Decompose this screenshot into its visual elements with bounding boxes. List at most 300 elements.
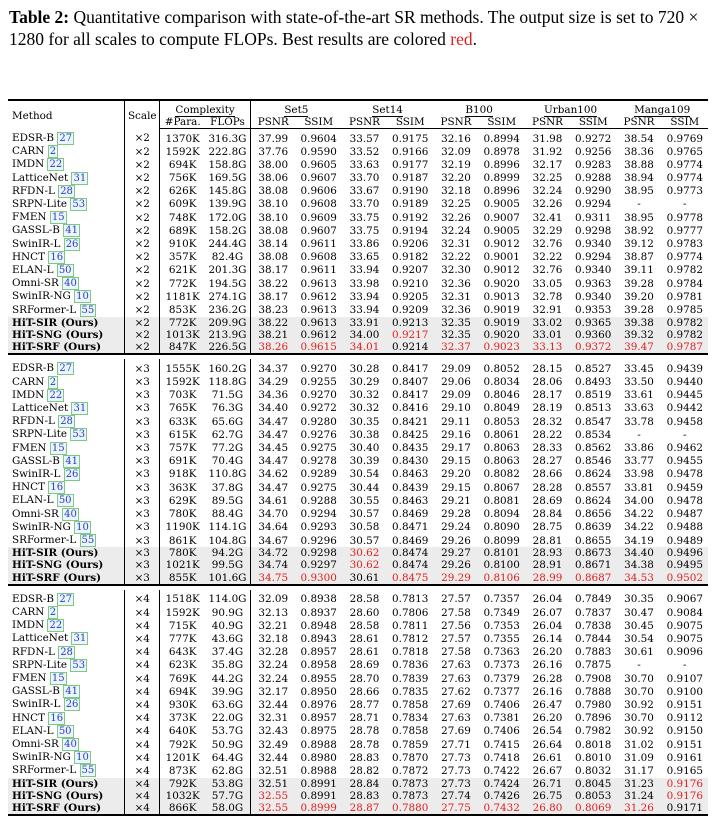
citation-link[interactable]: 22 <box>49 620 63 632</box>
ssim-cell: 0.9340 <box>575 290 612 303</box>
ssim-cell: 0.9784 <box>666 277 703 290</box>
flops-cell: 35.8G <box>211 659 244 672</box>
method-cell <box>8 224 125 237</box>
table-row <box>8 359 708 375</box>
flops-cell: 118.8G <box>208 376 247 389</box>
method-cell <box>8 606 125 619</box>
psnr-cell: 30.39 <box>349 455 380 468</box>
method-cell <box>8 646 125 659</box>
header-urban100: Urban100 <box>544 104 598 116</box>
method-cell <box>8 172 125 185</box>
ssim-cell: 0.8957 <box>300 712 337 725</box>
params-cell: 715K <box>168 619 197 632</box>
citation-link[interactable]: 10 <box>76 752 89 764</box>
header-params: #Para. <box>160 116 205 129</box>
scale-cell: ×3 <box>125 572 160 585</box>
ssim-cell: 0.8975 <box>300 725 337 738</box>
ssim-cell: 0.9365 <box>570 317 616 329</box>
psnr-cell: 33.75 <box>349 211 380 224</box>
citation-link[interactable]: 26 <box>65 699 79 711</box>
params-cell: 621K <box>168 264 197 277</box>
ssim-cell: 0.8100 <box>479 559 525 571</box>
psnr-cell: 29.28 <box>441 508 471 521</box>
flops-cell: 53.7G <box>211 725 244 738</box>
psnr-cell: 32.18 <box>441 185 471 198</box>
citation-link[interactable]: 16 <box>50 251 64 263</box>
citation-link[interactable]: 2 <box>49 146 57 158</box>
ssim-cell: 0.9783 <box>666 238 703 251</box>
ssim-cell: 0.7880 <box>387 802 433 814</box>
psnr-cell: 32.31 <box>250 712 295 725</box>
ssim-cell: 0.7888 <box>575 685 612 698</box>
method-cell <box>8 442 125 455</box>
ssim-cell: 0.9774 <box>666 158 703 171</box>
flops-cell: 158.2G <box>208 224 247 237</box>
psnr-cell: 34.36 <box>250 389 295 402</box>
psnr-cell: 32.51 <box>250 764 295 777</box>
psnr-cell: 33.05 <box>532 277 563 290</box>
method-cell <box>8 725 125 738</box>
ssim-cell: 0.9275 <box>300 481 337 494</box>
psnr-cell: 28.58 <box>349 593 380 606</box>
ssim-cell: 0.8421 <box>392 415 429 428</box>
psnr-cell: 33.91 <box>342 317 387 329</box>
method-cell <box>8 698 125 711</box>
method-cell <box>8 632 125 645</box>
psnr-cell: 26.67 <box>532 764 563 777</box>
params-cell: 1190K <box>165 521 200 534</box>
ssim-cell: 0.8463 <box>392 494 429 507</box>
psnr-cell: 34.40 <box>616 547 661 559</box>
method-name: HiT-SIR (Ours) <box>12 777 99 790</box>
ssim-cell: 0.8546 <box>575 455 612 468</box>
psnr-cell: 34.70 <box>250 508 295 521</box>
citation-link[interactable]: 50 <box>58 264 72 276</box>
psnr-cell: 30.38 <box>349 428 380 441</box>
citation-link[interactable]: 26 <box>65 238 79 250</box>
table-row <box>8 659 708 672</box>
ssim-cell: 0.9270 <box>300 389 337 402</box>
citation-link[interactable]: 31 <box>73 172 87 184</box>
ssim-cell: 0.8034 <box>483 376 520 389</box>
method-name: HNCT <box>12 711 46 724</box>
citation-link[interactable]: 26 <box>65 468 79 480</box>
ssim-cell: 0.9272 <box>575 132 612 145</box>
table-row <box>8 590 708 606</box>
psnr-cell: 39.28 <box>624 304 654 317</box>
table-row <box>8 738 708 751</box>
psnr-cell: 28.78 <box>349 725 380 738</box>
ssim-cell: 0.9612 <box>296 329 342 341</box>
method-cell <box>8 494 125 507</box>
ssim-cell: 0.9778 <box>666 211 703 224</box>
psnr-cell: 27.69 <box>441 698 471 711</box>
psnr-cell: 38.08 <box>250 251 295 264</box>
method-name: HiT-SNG (Ours) <box>12 328 104 341</box>
ssim-cell: 0.9340 <box>575 238 612 251</box>
ssim-cell: 0.9769 <box>666 132 703 145</box>
psnr-cell: 30.57 <box>349 508 380 521</box>
ssim-cell: 0.9256 <box>575 145 612 158</box>
flops-cell: 37.4G <box>211 646 244 659</box>
citation-link[interactable]: 41 <box>65 686 78 698</box>
scale-cell: ×2 <box>125 238 160 251</box>
psnr-cell: 38.87 <box>624 251 654 264</box>
psnr-cell: 39.32 <box>616 329 661 341</box>
ssim-cell: 0.9612 <box>300 290 337 303</box>
table-row <box>8 198 708 211</box>
ssim-cell: 0.9773 <box>666 185 703 198</box>
ssim-cell: 0.9151 <box>666 698 703 711</box>
psnr-cell: 33.94 <box>349 290 380 303</box>
scale-cell: ×2 <box>125 341 160 354</box>
citation-link[interactable]: 50 <box>58 495 72 507</box>
ssim-cell: 0.7908 <box>575 672 612 685</box>
psnr-cell: 32.76 <box>532 264 563 277</box>
ssim-cell: 0.8463 <box>392 468 429 481</box>
ours-row <box>8 547 708 559</box>
method-name: EDSR-B <box>12 131 55 144</box>
ssim-cell: 0.9777 <box>666 224 703 237</box>
flops-cell: 145.8G <box>208 185 247 198</box>
psnr-cell: 27.57 <box>441 632 471 645</box>
ssim-cell: 0.9190 <box>392 185 429 198</box>
psnr-cell: 33.77 <box>624 455 654 468</box>
citation-link[interactable]: 16 <box>50 482 64 494</box>
ssim-cell: 0.8656 <box>575 508 612 521</box>
params-cell: 689K <box>168 224 197 237</box>
ssim-cell: 0.9360 <box>570 329 616 341</box>
ssim-cell: 0.7363 <box>483 646 520 659</box>
psnr-cell: 33.70 <box>349 172 380 185</box>
citation-link[interactable]: 40 <box>64 739 77 751</box>
scale-cell: ×4 <box>125 632 160 645</box>
citation-link[interactable]: 2 <box>49 607 57 619</box>
citation-link[interactable]: 28 <box>60 646 73 658</box>
ssim-cell: 0.8991 <box>296 790 342 802</box>
psnr-cell: 34.67 <box>250 534 295 547</box>
method-cell <box>8 329 125 341</box>
ssim-cell: 0.9440 <box>666 376 703 389</box>
method-name: SRFormer-L <box>12 764 77 777</box>
citation-link[interactable]: 10 <box>76 291 89 303</box>
psnr-cell: 28.70 <box>349 672 380 685</box>
psnr-cell: 28.82 <box>349 764 380 777</box>
ssim-cell: 0.8010 <box>575 751 612 764</box>
ssim-cell: 0.9611 <box>300 238 337 251</box>
method-cell <box>8 359 125 375</box>
psnr-cell: 30.70 <box>624 685 654 698</box>
header-scale: Scale <box>125 101 160 129</box>
params-cell: 780K <box>168 508 197 521</box>
psnr-cell: 32.25 <box>441 198 471 211</box>
ssim-cell: 0.9280 <box>300 415 337 428</box>
citation-link[interactable]: 28 <box>60 185 73 197</box>
psnr-cell: 33.61 <box>624 389 654 402</box>
citation-link[interactable]: 2 <box>49 376 57 388</box>
method-cell <box>8 802 125 814</box>
psnr-cell: 29.26 <box>441 534 471 547</box>
flops-cell: 236.2G <box>208 304 247 317</box>
psnr-cell: 38.08 <box>250 185 295 198</box>
flops-cell: 209.9G <box>205 317 250 329</box>
params-cell: 792K <box>168 738 197 751</box>
psnr-cell: 30.92 <box>624 725 654 738</box>
flops-cell: 82.4G <box>211 251 244 264</box>
ssim-cell: 0.7839 <box>392 672 429 685</box>
psnr-cell: 28.87 <box>342 802 387 814</box>
method-name: HiT-SIR (Ours) <box>12 547 99 560</box>
ssim-cell: - <box>683 659 687 672</box>
scale-cell: ×3 <box>125 415 160 428</box>
params-cell: 1013K <box>160 329 205 341</box>
ssim-cell: 0.9496 <box>662 547 708 559</box>
psnr-cell: 32.25 <box>532 172 563 185</box>
citation-link[interactable]: 31 <box>73 633 87 645</box>
citation-link[interactable]: 27 <box>59 132 73 144</box>
header-ssim: SSIM <box>479 116 525 129</box>
citation-link[interactable]: 40 <box>64 508 77 520</box>
params-cell: 633K <box>168 415 197 428</box>
method-cell <box>8 685 125 698</box>
citation-link[interactable]: 27 <box>59 363 73 375</box>
scale-cell: ×4 <box>125 738 160 751</box>
citation-link[interactable]: 28 <box>60 416 73 428</box>
psnr-cell: 31.98 <box>532 132 563 145</box>
ssim-cell: 0.7858 <box>392 725 429 738</box>
ssim-cell: 0.9478 <box>666 468 703 481</box>
ssim-cell: 0.8991 <box>296 778 342 790</box>
method-cell <box>8 304 125 317</box>
table-row <box>8 481 708 494</box>
ssim-cell: 0.9782 <box>662 317 708 329</box>
psnr-cell: 38.95 <box>624 185 654 198</box>
scale-cell: ×3 <box>125 442 160 455</box>
psnr-cell: 33.52 <box>349 145 380 158</box>
table-row <box>8 494 708 507</box>
psnr-cell: 33.70 <box>349 198 380 211</box>
ssim-cell: 0.9462 <box>666 442 703 455</box>
ours-row <box>8 802 708 814</box>
scale-cell: ×3 <box>125 559 160 571</box>
ssim-cell: 0.9209 <box>392 304 429 317</box>
psnr-cell: 28.15 <box>532 362 563 375</box>
ssim-cell: 0.9176 <box>662 790 708 802</box>
table-caption <box>9 6 709 50</box>
psnr-cell: 32.49 <box>250 738 295 751</box>
method-name: ELAN-L <box>12 494 54 507</box>
ssim-cell: 0.7834 <box>392 712 429 725</box>
psnr-cell: 31.24 <box>616 790 661 802</box>
params-cell: 640K <box>168 725 197 738</box>
ssim-cell: 0.9363 <box>575 277 612 290</box>
ssim-cell: 0.9150 <box>666 725 703 738</box>
ssim-cell: 0.9096 <box>666 646 703 659</box>
scale-cell: ×4 <box>125 790 160 802</box>
psnr-cell: 30.62 <box>342 547 387 559</box>
psnr-cell: 27.71 <box>441 738 471 751</box>
scale-cell: ×3 <box>125 455 160 468</box>
psnr-cell: 32.30 <box>441 264 471 277</box>
ssim-cell: 0.9275 <box>300 442 337 455</box>
ssim-cell: 0.9604 <box>300 132 337 145</box>
psnr-cell: 27.75 <box>433 802 478 814</box>
ssim-cell: 0.7353 <box>483 619 520 632</box>
psnr-cell: 26.16 <box>532 685 563 698</box>
psnr-cell: 32.37 <box>433 341 478 354</box>
table-row <box>8 251 708 264</box>
citation-link[interactable]: 27 <box>59 593 73 605</box>
table-row <box>8 158 708 171</box>
ssim-cell: 0.7982 <box>575 725 612 738</box>
ssim-cell: 0.7373 <box>483 659 520 672</box>
ssim-cell: 0.8950 <box>300 685 337 698</box>
psnr-cell: 33.57 <box>349 132 380 145</box>
ssim-cell: 0.8063 <box>483 442 520 455</box>
method-cell <box>8 764 125 777</box>
method-name: IMDN <box>12 158 45 171</box>
scale-cell: ×4 <box>125 646 160 659</box>
psnr-cell: 26.20 <box>532 646 563 659</box>
method-name: Omni-SR <box>12 738 59 751</box>
psnr-cell: 34.37 <box>250 359 295 375</box>
method-cell <box>8 481 125 494</box>
ssim-cell: 0.9207 <box>392 264 429 277</box>
ssim-cell: 0.8976 <box>300 698 337 711</box>
citation-link[interactable]: 15 <box>51 442 65 454</box>
flops-cell: 88.4G <box>211 508 244 521</box>
psnr-cell: 32.35 <box>433 329 478 341</box>
method-cell <box>8 317 125 329</box>
citation-link[interactable]: 31 <box>73 402 87 414</box>
psnr-cell: 38.94 <box>624 172 654 185</box>
ssim-cell: 0.9019 <box>483 304 520 317</box>
citation-link[interactable]: 16 <box>50 712 64 724</box>
ssim-cell: 0.9605 <box>300 158 337 171</box>
psnr-cell: 28.91 <box>525 559 570 571</box>
ssim-cell: 0.8069 <box>570 802 616 814</box>
citation-link[interactable]: 41 <box>65 225 78 237</box>
method-name: CARN <box>12 606 45 619</box>
psnr-cell: 32.51 <box>250 778 295 790</box>
citation-link[interactable]: 50 <box>58 725 72 737</box>
method-name: EDSR-B <box>12 362 55 375</box>
citation-link[interactable]: 53 <box>72 659 86 671</box>
ssim-cell: 0.7418 <box>483 751 520 764</box>
psnr-cell: 38.95 <box>624 211 654 224</box>
citation-link[interactable]: 15 <box>51 212 65 224</box>
header-complexity: Complexity <box>175 104 235 116</box>
ssim-cell: 0.9613 <box>300 277 337 290</box>
citation-link[interactable]: 53 <box>72 198 86 210</box>
ssim-cell: 0.9189 <box>392 198 429 211</box>
ssim-cell: 0.9112 <box>666 712 703 725</box>
citation-link[interactable]: 22 <box>49 389 63 401</box>
table-row <box>8 238 708 251</box>
psnr-cell: 29.16 <box>441 428 471 441</box>
psnr-cell: 28.61 <box>349 632 380 645</box>
citation-link[interactable]: 10 <box>76 521 89 533</box>
psnr-cell: 34.00 <box>624 494 654 507</box>
method-name: LatticeNet <box>12 171 69 184</box>
ssim-cell: 0.9300 <box>296 572 342 585</box>
scale-cell: ×2 <box>125 264 160 277</box>
psnr-cell: 32.43 <box>250 725 295 738</box>
method-cell <box>8 185 125 198</box>
flops-cell: 58.0G <box>205 802 250 814</box>
ssim-cell: 0.9293 <box>300 521 337 534</box>
params-cell: 1181K <box>165 290 200 303</box>
table-row <box>8 606 708 619</box>
psnr-cell: 27.56 <box>441 619 471 632</box>
params-cell: 691K <box>168 455 197 468</box>
flops-cell: 76.3G <box>211 402 244 415</box>
citation-link[interactable]: 53 <box>72 429 86 441</box>
psnr-cell: 38.17 <box>250 264 295 277</box>
ssim-cell: 0.8474 <box>387 547 433 559</box>
ssim-cell: 0.9161 <box>666 751 703 764</box>
ssim-cell: 0.7875 <box>575 659 612 672</box>
psnr-cell: 28.83 <box>349 751 380 764</box>
method-cell <box>8 277 125 290</box>
psnr-cell: 39.38 <box>616 317 661 329</box>
citation-link[interactable]: 55 <box>81 765 95 777</box>
ssim-cell: 0.8018 <box>575 738 612 751</box>
psnr-cell: 28.84 <box>532 508 563 521</box>
psnr-cell: 33.63 <box>349 158 380 171</box>
psnr-cell: 26.20 <box>532 712 563 725</box>
ssim-cell: 0.8052 <box>483 362 520 375</box>
scale-cell: ×3 <box>125 481 160 494</box>
psnr-cell: 30.70 <box>624 712 654 725</box>
ssim-cell: 0.8082 <box>483 468 520 481</box>
ssim-cell: 0.9206 <box>392 238 429 251</box>
ssim-cell: 0.8053 <box>570 790 616 802</box>
ssim-cell: 0.9192 <box>392 211 429 224</box>
psnr-cell: - <box>637 428 641 441</box>
psnr-cell: 27.58 <box>441 606 471 619</box>
citation-link[interactable]: 41 <box>65 455 78 467</box>
citation-link[interactable]: 40 <box>64 278 77 290</box>
psnr-cell: 34.72 <box>250 547 295 559</box>
ssim-cell: 0.8099 <box>483 534 520 547</box>
citation-link[interactable]: 22 <box>49 159 63 171</box>
psnr-cell: 30.29 <box>349 376 380 389</box>
citation-link[interactable]: 15 <box>51 673 65 685</box>
ssim-cell: 0.9781 <box>666 290 703 303</box>
psnr-cell: 30.61 <box>624 646 654 659</box>
ssim-cell: 0.9213 <box>387 317 433 329</box>
method-cell <box>8 751 125 764</box>
ssim-cell: - <box>683 428 687 441</box>
psnr-cell: 29.21 <box>441 494 471 507</box>
method-cell <box>8 778 125 790</box>
ours-row <box>8 790 708 802</box>
citation-link[interactable]: 55 <box>81 304 95 316</box>
scale-cell: ×4 <box>125 802 160 814</box>
flops-cell: 71.5G <box>211 389 244 402</box>
psnr-cell: 34.01 <box>342 341 387 354</box>
flops-cell: 104.8G <box>208 534 247 547</box>
flops-cell: 90.9G <box>211 606 244 619</box>
ssim-cell: 0.7873 <box>387 778 433 790</box>
ssim-cell: 0.9609 <box>300 211 337 224</box>
citation-link[interactable]: 55 <box>81 535 95 546</box>
method-name: SRFormer-L <box>12 303 77 316</box>
method-cell <box>8 547 125 559</box>
psnr-cell: 32.76 <box>532 238 563 251</box>
caption-end: . <box>472 29 478 49</box>
